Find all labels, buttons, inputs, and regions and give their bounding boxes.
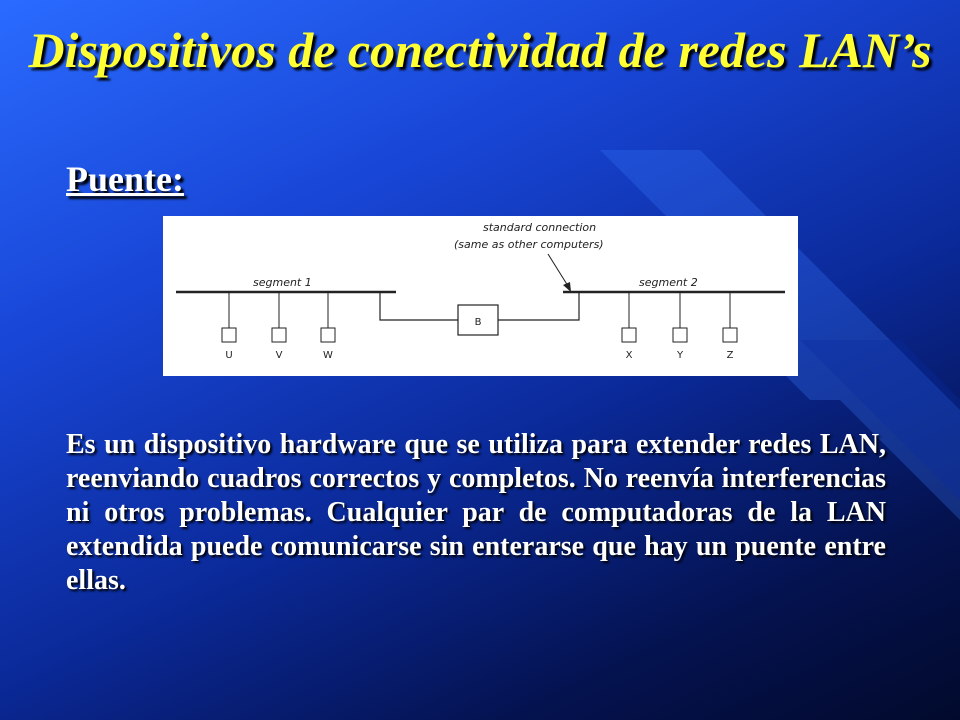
bridge-link-right (498, 292, 579, 320)
computer-y (673, 328, 687, 342)
computer-x-label: X (625, 350, 633, 361)
bridge-diagram (163, 216, 798, 376)
section-heading: Puente: (66, 159, 184, 199)
segment2-label: segment 2 (639, 276, 698, 289)
bridge-diagram-svg (163, 216, 798, 376)
body-paragraph: Es un dispositivo hardware que se utiliza para extender redes LAN, reenviando cuadros correctos y completos. No reenvía interferencias ni otros problemas. Cualquier par de computadoras de la LAN extendida puede comunicarse sin enterarse que hay un puente entre ellas. (66, 429, 886, 596)
computer-v (272, 328, 286, 342)
computer-u (222, 328, 236, 342)
computer-w-label: W (323, 350, 333, 361)
computer-v-label: V (275, 350, 283, 361)
computer-u-label: U (225, 350, 233, 361)
computer-y-label: Y (676, 350, 684, 361)
page-title: Dispositivos de conectividad de redes LAN’s (28, 22, 932, 78)
annotation-line2: (same as other computers) (454, 238, 604, 251)
computer-z (723, 328, 737, 342)
computer-x (622, 328, 636, 342)
bridge-label: B (474, 317, 482, 328)
computer-z-label: Z (726, 350, 734, 361)
bridge-link-left (380, 292, 458, 320)
segment1-label: segment 1 (253, 276, 312, 289)
annotation-line1: standard connection (483, 221, 597, 234)
computer-w (321, 328, 335, 342)
arrow-head (563, 282, 571, 292)
annotation-arrow (548, 254, 568, 286)
